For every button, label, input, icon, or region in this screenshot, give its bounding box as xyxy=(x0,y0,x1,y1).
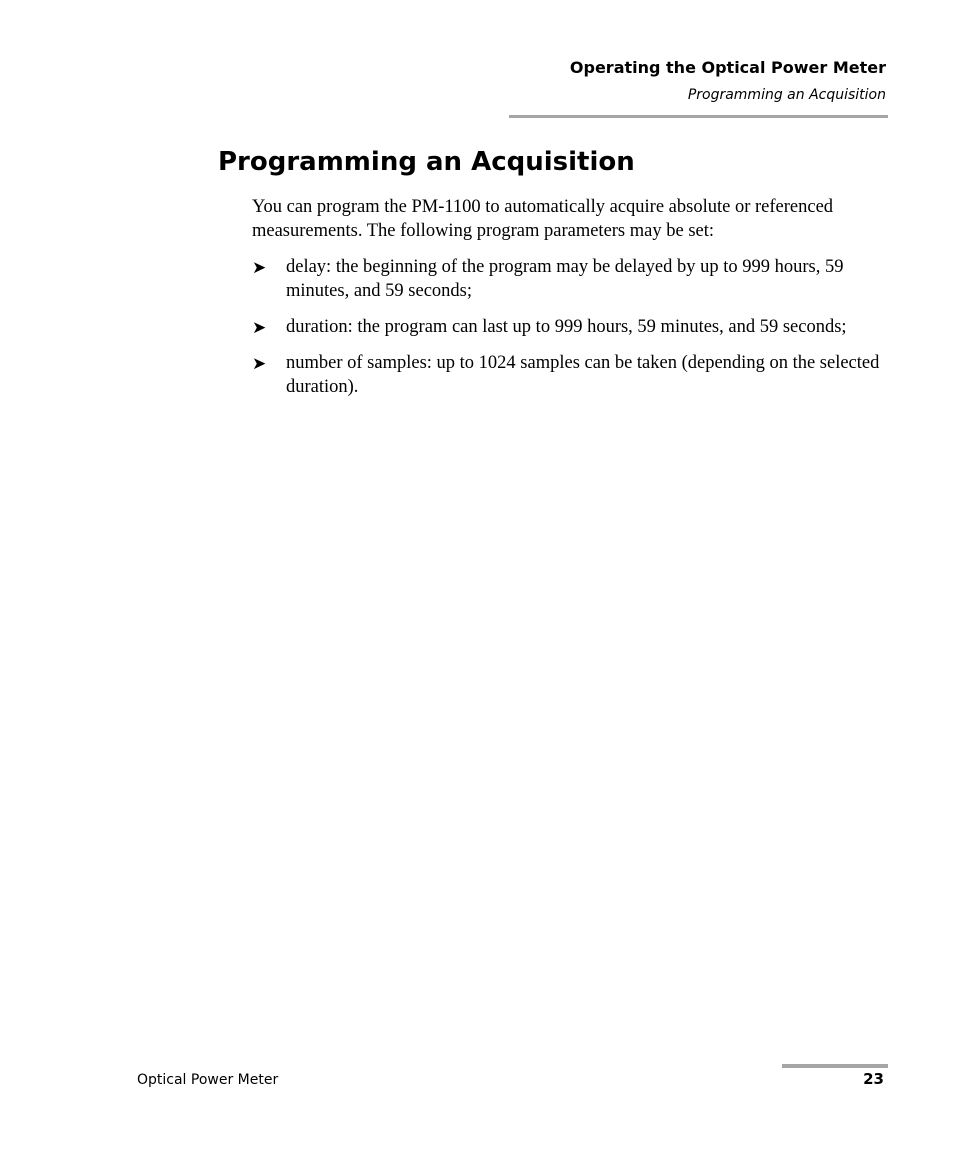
list-item-text: delay: the beginning of the program may be delayed by up to 999 hours, 59 minutes, and 59 seconds; xyxy=(286,257,844,301)
header-chapter-title: Operating the Optical Power Meter xyxy=(569,58,886,77)
footer-document-title: Optical Power Meter xyxy=(137,1072,279,1088)
list-item xyxy=(252,255,892,303)
page-title: Programming an Acquisition xyxy=(218,147,635,177)
arrowhead-right-icon: ➤ xyxy=(252,318,267,338)
footer-divider xyxy=(782,1064,888,1068)
header-section-title: Programming an Acquisition xyxy=(687,87,886,103)
running-header xyxy=(570,57,886,105)
list-item xyxy=(252,315,892,339)
header-divider xyxy=(509,115,888,118)
list-item-text: duration: the program can last up to 999 hours, 59 minutes, and 59 seconds; xyxy=(286,317,847,337)
page-number: 23 xyxy=(863,1070,884,1088)
intro-paragraph: You can program the PM-1100 to automatically acquire absolute or referenced measurements. The following program parameters may be set: xyxy=(252,197,834,241)
list-item xyxy=(252,351,892,399)
arrowhead-right-icon: ➤ xyxy=(252,354,267,374)
parameter-list xyxy=(252,255,892,399)
list-item-text: number of samples: up to 1024 samples can be taken (depending on the selected duration). xyxy=(286,353,880,397)
body-content xyxy=(252,195,892,411)
arrowhead-right-icon: ➤ xyxy=(252,258,267,278)
